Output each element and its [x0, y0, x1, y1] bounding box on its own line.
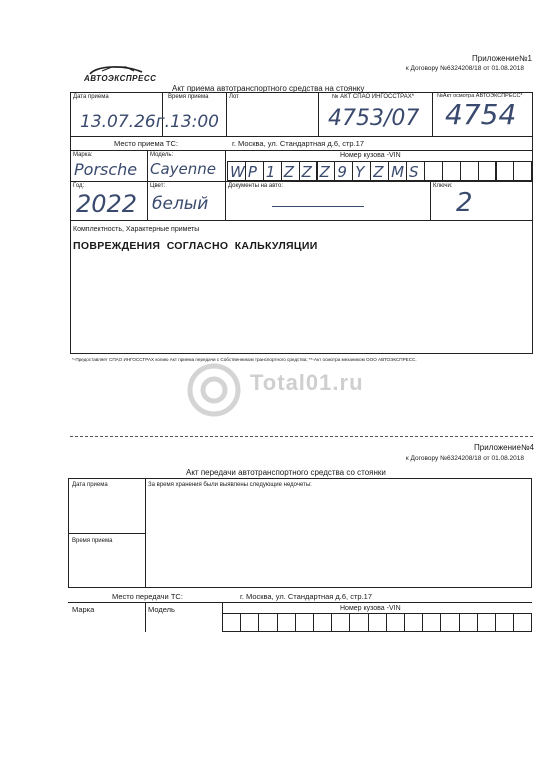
vin-cell	[422, 613, 441, 632]
vin-cell	[388, 161, 407, 181]
lot-header: Лот	[229, 94, 239, 100]
inspection-header: №Акт осмотра АВТОЭКСПРЕСС*	[437, 93, 523, 99]
vin-char: W	[230, 163, 245, 181]
divider	[225, 150, 226, 220]
vin-cell	[281, 161, 300, 181]
vin-cell	[331, 613, 350, 632]
color-value: белый	[152, 194, 209, 214]
vin-cell	[368, 613, 387, 632]
bottom-date-label: Дата приема	[72, 482, 108, 488]
vin-char: P	[247, 163, 257, 181]
bottom-place-label: Место передачи ТС:	[112, 592, 183, 601]
divider	[147, 150, 148, 220]
vin-label: Номер кузова -VIN	[340, 152, 401, 159]
watermark-text: Total01.ru	[250, 370, 364, 395]
documents-label: Документы на авто:	[228, 183, 283, 189]
vin-cell	[240, 613, 259, 632]
bottom-act-title: Акт передачи автотранспортного средства со стоянки	[186, 468, 386, 477]
vin-cell	[370, 161, 389, 181]
vin-cell	[295, 613, 314, 632]
watermark-logo-icon	[184, 362, 244, 423]
divider	[70, 181, 533, 182]
vin-cell	[460, 161, 479, 181]
bottom-model-label: Модель	[148, 605, 175, 614]
bottom-place-value: г. Москва, ул. Стандартная д.6, стр.17	[240, 592, 372, 601]
divider	[318, 92, 319, 136]
vin-char: M	[391, 163, 405, 181]
act-number-header: № АКТ СПАО ИНГОССТРАХ*	[332, 94, 415, 100]
equipment-label: Комплектность, Характерные приметы	[73, 226, 200, 233]
divider	[145, 602, 146, 632]
vin-cell	[313, 613, 332, 632]
divider	[226, 92, 227, 136]
model-value: Cayenne	[150, 160, 217, 178]
time-value: 13:00	[170, 112, 219, 132]
vin-cell	[459, 613, 478, 632]
divider	[68, 602, 532, 603]
keys-label: Ключи:	[433, 183, 453, 189]
appendix-4-label: Приложение№4	[474, 443, 534, 452]
vin-cell	[386, 613, 405, 632]
vin-cell	[277, 613, 296, 632]
divider	[430, 181, 431, 220]
vin-cell	[513, 161, 532, 181]
vin-cell	[440, 613, 459, 632]
model-label: Модель:	[150, 152, 174, 158]
vin-char: Z	[283, 163, 294, 181]
vin-char: S	[409, 163, 419, 181]
vin-cell	[495, 613, 514, 632]
vin-cell	[496, 161, 515, 181]
vin-cell	[478, 161, 497, 181]
contract-ref-top: к Договору №6324208/18 от 01.08.2018	[405, 65, 524, 72]
vin-char: Z	[301, 163, 312, 181]
make-value: Porsche	[74, 160, 138, 179]
equipment-value: ПОВРЕЖДЕНИЯ СОГЛАСНО КАЛЬКУЛЯЦИИ	[73, 240, 318, 252]
act-number-value: 4753/07	[328, 106, 420, 131]
vin-cell	[222, 613, 241, 632]
make-label: Марка:	[73, 152, 93, 158]
vin-cell	[349, 613, 368, 632]
date-value: 13.07.26г.	[80, 112, 171, 132]
page-separator	[70, 436, 533, 437]
autoexpress-logo	[82, 62, 157, 84]
appendix-1-label: Приложение№1	[472, 54, 532, 63]
defects-label: За время хранения были выявлены следующие недочеты:	[148, 482, 312, 488]
vin-cell	[245, 161, 264, 181]
bottom-make-label: Марка	[72, 605, 95, 614]
vin-cell	[477, 613, 496, 632]
divider	[145, 478, 146, 588]
top-act-title: Акт приема автотранспортного средства на стоянку	[172, 84, 365, 93]
contract-ref-bottom: к Договору №6324208/18 от 01.08.2018	[405, 455, 524, 462]
vin-cell	[442, 161, 461, 181]
documents-dash	[272, 206, 364, 207]
vin-cell	[404, 613, 423, 632]
vin-char: 9	[337, 163, 347, 181]
vin-cell	[258, 613, 277, 632]
divider	[68, 533, 145, 534]
date-header: Дата приема	[73, 94, 109, 100]
vin-cell	[227, 161, 246, 181]
bottom-vin-label: Номер кузова -VIN	[340, 605, 401, 612]
keys-value: 2	[456, 188, 473, 218]
bottom-time-label: Время приема	[72, 538, 113, 544]
vin-cell	[263, 161, 282, 181]
divider	[70, 136, 533, 137]
vin-char: Z	[373, 163, 384, 181]
vin-cell	[299, 161, 318, 181]
time-header: Время приема	[168, 94, 209, 100]
vin-cell	[334, 161, 353, 181]
divider	[432, 92, 433, 136]
vin-char: 1	[265, 163, 276, 181]
year-value: 2022	[76, 190, 138, 218]
vin-cell	[513, 613, 532, 632]
vin-cell	[424, 161, 443, 181]
year-label: Год:	[73, 183, 85, 189]
vin-cell	[317, 161, 336, 181]
divider	[70, 220, 533, 221]
logo-text: АВТОЭКСПРЕСС	[84, 74, 157, 83]
divider	[70, 150, 533, 151]
place-label: Место приема ТС:	[114, 139, 178, 148]
vin-char: Y	[355, 163, 365, 181]
vin-char: Z	[319, 163, 330, 181]
place-value: г. Москва, ул. Стандартная д.6, стр.17	[232, 139, 364, 148]
inspection-value: 4754	[445, 98, 517, 131]
vin-cell	[352, 161, 371, 181]
footnote: *-Предоставляет СПАО ИНГОССТРАХ копию Акт приема передачи с Собственником транспортного средства; **-Акт осмотра механиком ООО АВТОЭКСПРЕСС.	[72, 357, 417, 362]
vin-cell	[406, 161, 425, 181]
color-label: Цвет:	[150, 183, 166, 189]
